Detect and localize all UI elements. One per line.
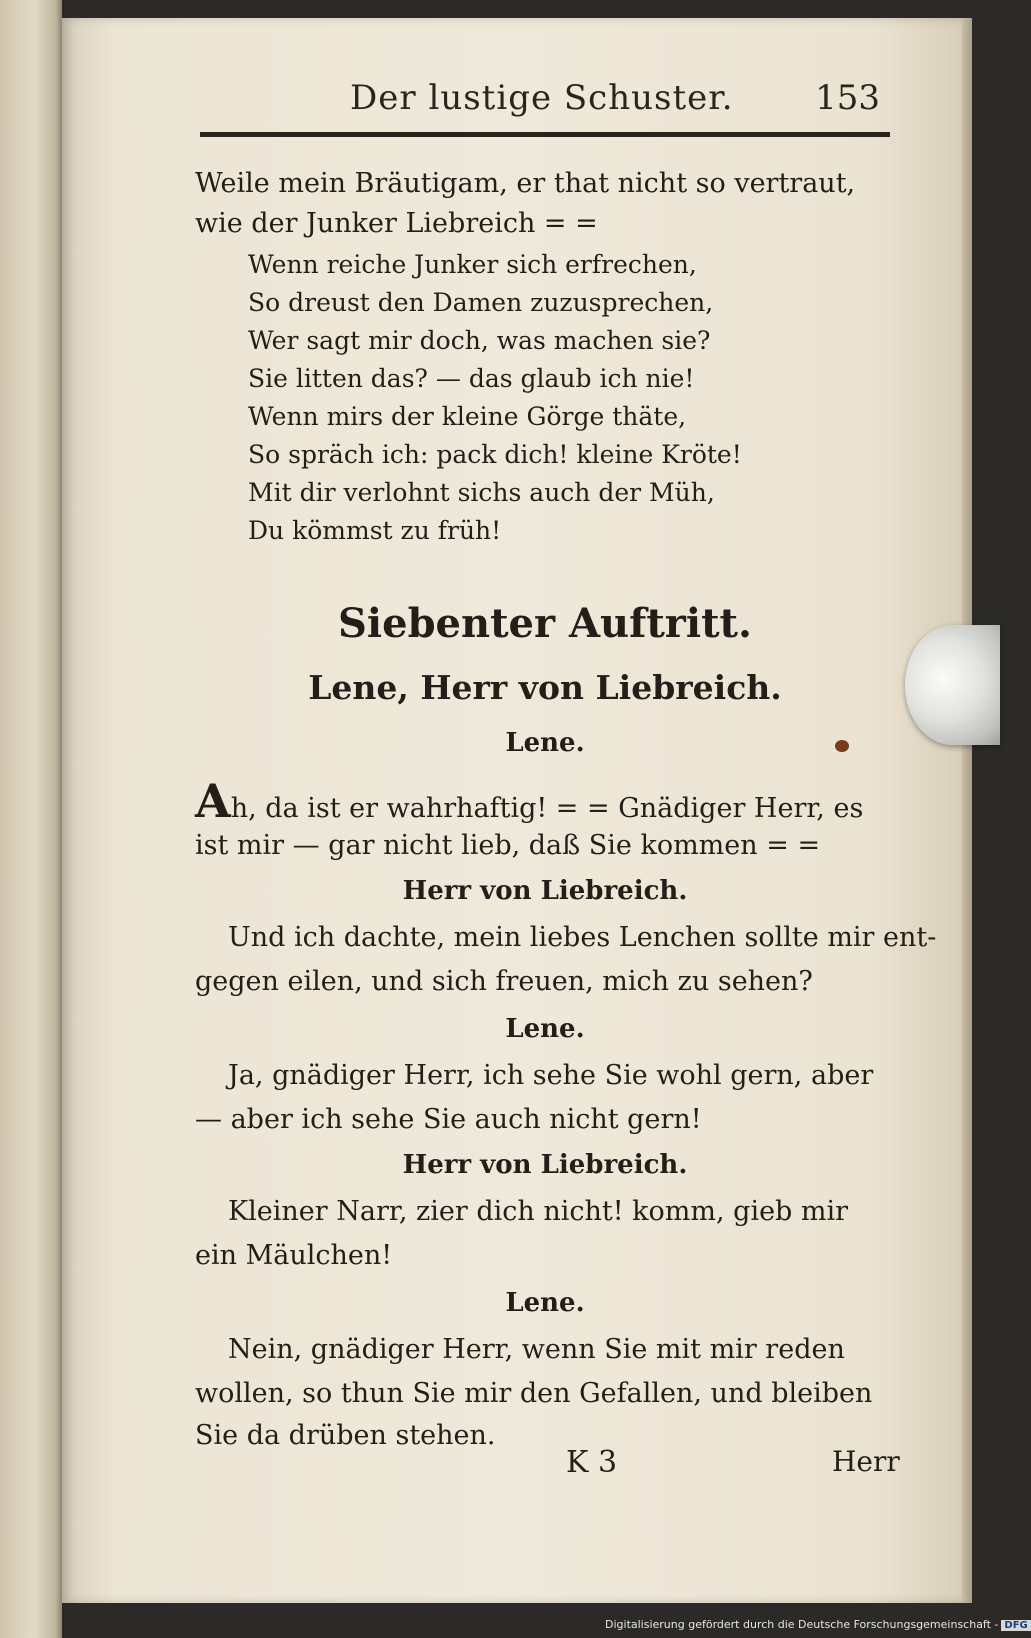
running-title: Der lustige Schuster. [350, 78, 734, 118]
scene-cast: Lene, Herr von Liebreich. [308, 668, 782, 707]
verse-line: So spräch ich: pack dich! kleine Kröte! [248, 440, 742, 469]
verse-line: Mit dir verlohnt sichs auch der Müh, [248, 478, 715, 507]
verse-line: Sie litten das? — das glaub ich nie! [248, 364, 695, 393]
speaker-name: Lene. [505, 728, 585, 758]
header-rule [200, 132, 890, 137]
text-line: Weile mein Bräutigam, er that nicht so vertraut, [195, 168, 856, 199]
scene-heading: Siebenter Auftritt. [338, 600, 752, 647]
left-page-edge [0, 0, 62, 1638]
verse-line: Wer sagt mir doch, was machen sie? [248, 326, 711, 355]
dialogue-line: gegen eilen, und sich freuen, mich zu sehen? [195, 966, 813, 997]
verse-line: Du kömmst zu früh! [248, 516, 502, 545]
speaker-name: Herr von Liebreich. [402, 876, 688, 906]
signature-mark: K 3 [566, 1445, 618, 1480]
dialogue-line: Und ich dachte, mein liebes Lenchen sollte mir ent- [228, 922, 937, 953]
speaker-name: Lene. [505, 1014, 585, 1044]
verse-line: Wenn reiche Junker sich erfrechen, [248, 250, 697, 279]
page-number: 153 [815, 78, 880, 118]
dialogue-line: ist mir — gar nicht lieb, daß Sie kommen = = [195, 830, 821, 861]
dialogue-line: Ja, gnädiger Herr, ich sehe Sie wohl gern, aber [228, 1060, 874, 1091]
dialogue-line: — aber ich sehe Sie auch nicht gern! [195, 1104, 702, 1135]
running-head [190, 78, 880, 128]
verse-line: Wenn mirs der kleine Görge thäte, [248, 402, 687, 431]
funding-footer [605, 1618, 1028, 1638]
drop-cap: A [195, 774, 231, 828]
speaker-name: Lene. [505, 1288, 585, 1318]
dialogue-line: Nein, gnädiger Herr, wenn Sie mit mir reden [228, 1334, 845, 1365]
dialogue-line: wollen, so thun Sie mir den Gefallen, und bleiben [195, 1378, 873, 1409]
dfg-logo: DFG [1001, 1620, 1030, 1631]
dialogue-line: Kleiner Narr, zier dich nicht! komm, gieb mir [228, 1196, 849, 1227]
dialogue-line: ein Mäulchen! [195, 1240, 393, 1271]
catchword: Herr [832, 1445, 900, 1478]
footer-text: Digitalisierung gefördert durch die Deutsche Forschungsgemeinschaft - [605, 1618, 999, 1631]
verse-line: So dreust den Damen zuzusprechen, [248, 288, 714, 317]
dialogue-text: h, da ist er wahrhaftig! = = Gnädiger Herr, es [230, 793, 864, 824]
glass-page-weight [905, 625, 1000, 745]
text-line: wie der Junker Liebreich = = [195, 208, 598, 239]
page-fore-edge [962, 18, 972, 1603]
speaker-name: Herr von Liebreich. [402, 1150, 688, 1180]
dialogue-line [195, 774, 895, 828]
dialogue-line: Sie da drüben stehen. [195, 1420, 496, 1451]
